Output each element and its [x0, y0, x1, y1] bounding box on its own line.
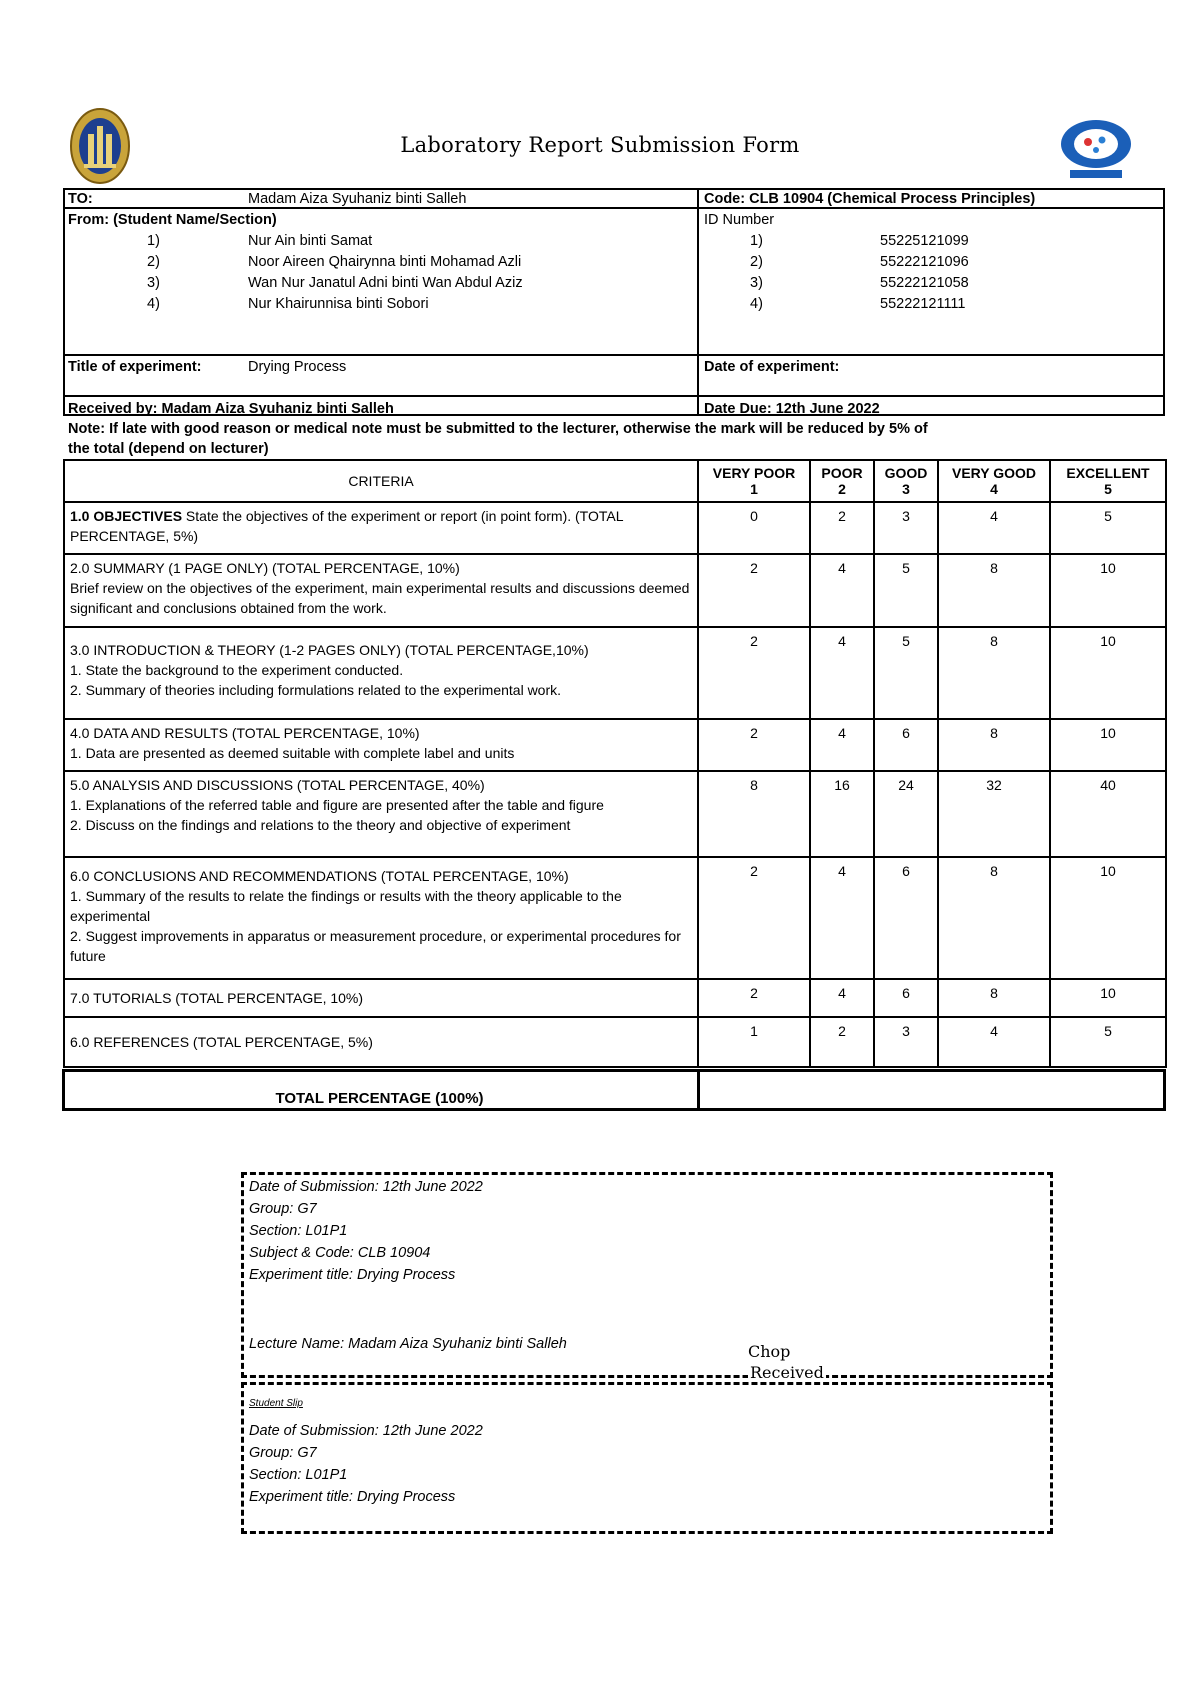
- rubric-header-row: [64, 460, 1166, 502]
- student-slip: [241, 1382, 1053, 1534]
- criterion-title: 5.0 ANALYSIS AND DISCUSSIONS (TOTAL PERCENTAGE, 40%): [70, 777, 485, 793]
- slip-subject-code: Subject & Code: CLB 10904: [249, 1245, 431, 1261]
- experiment-title-value: Drying Process: [248, 359, 347, 375]
- criterion-desc: 2. Summary of theories including formulations related to the experimental work.: [70, 682, 562, 698]
- student-name: Noor Aireen Qhairynna binti Mohamad Azli: [248, 254, 522, 270]
- score-cell: 8: [938, 627, 1050, 719]
- header-divider: [697, 188, 699, 416]
- level-number: 4: [990, 481, 998, 497]
- level-number: 2: [838, 481, 846, 497]
- score-cell: 1: [698, 1017, 810, 1067]
- student-id: 55222121096: [880, 254, 969, 270]
- level-header: [938, 460, 1050, 502]
- level-label: GOOD: [884, 465, 928, 481]
- score-cell: 4: [810, 719, 874, 771]
- score-cell: 2: [698, 719, 810, 771]
- student-num: 1): [147, 233, 160, 249]
- from-label: From: (Student Name/Section): [68, 212, 277, 228]
- score-cell: 2: [698, 554, 810, 627]
- criterion-desc: 2. Discuss on the findings and relations to the theory and objective of experiment: [70, 817, 571, 833]
- total-percentage-value-cell[interactable]: [702, 1073, 1162, 1107]
- slip-lecturer-name: Lecture Name: Madam Aiza Syuhaniz binti Salleh: [249, 1336, 567, 1352]
- rubric-row: [64, 857, 1166, 979]
- score-cell: 10: [1050, 857, 1166, 979]
- criteria-header: CRITERIA: [64, 460, 698, 502]
- level-header: [810, 460, 874, 502]
- course-code: Code: CLB 10904 (Chemical Process Principles): [704, 191, 1036, 207]
- student-slip-label: Student Slip: [249, 1398, 303, 1409]
- total-divider: [697, 1069, 700, 1111]
- score-cell: 4: [810, 857, 874, 979]
- score-cell: 2: [810, 1017, 874, 1067]
- criterion-desc: Brief review on the objectives of the experiment, main experimental results and discussions deemed significant and conclusions obtained from the work.: [70, 580, 690, 616]
- experiment-title-label: Title of experiment:: [68, 359, 202, 375]
- student-id-num: 1): [750, 233, 763, 249]
- score-cell: 2: [698, 979, 810, 1017]
- criterion-cell: [64, 979, 698, 1017]
- late-note-line1: Note: If late with good reason or medical note must be submitted to the lecturer, otherwise the mark will be reduced by 5% of: [68, 421, 928, 437]
- criterion-title: 6.0 REFERENCES (TOTAL PERCENTAGE, 5%): [70, 1034, 373, 1050]
- student-name: Wan Nur Janatul Adni binti Wan Abdul Aziz: [248, 275, 523, 291]
- rubric-table: [63, 459, 1167, 1068]
- score-cell: 8: [938, 857, 1050, 979]
- criterion-title: 3.0 INTRODUCTION & THEORY (1-2 PAGES ONLY) (TOTAL PERCENTAGE,10%): [70, 642, 589, 658]
- level-label: POOR: [821, 465, 863, 481]
- student-num: 2): [147, 254, 160, 270]
- score-cell: 0: [698, 502, 810, 554]
- criterion-desc: 2. Suggest improvements in apparatus or measurement procedure, or experimental procedures for future: [70, 928, 681, 964]
- score-cell: 4: [810, 627, 874, 719]
- score-cell: 6: [874, 719, 938, 771]
- student-num: 4): [147, 296, 160, 312]
- score-cell: 8: [938, 554, 1050, 627]
- score-cell: 5: [874, 627, 938, 719]
- form-title: Laboratory Report Submission Form: [400, 133, 800, 157]
- score-cell: 10: [1050, 979, 1166, 1017]
- criterion-desc: 1. Data are presented as deemed suitable with complete label and units: [70, 745, 515, 761]
- rubric-row: [64, 979, 1166, 1017]
- score-cell: 2: [698, 627, 810, 719]
- score-cell: 4: [810, 979, 874, 1017]
- score-cell: 4: [810, 554, 874, 627]
- criterion-title: 1.0 OBJECTIVES: [70, 508, 183, 524]
- score-cell: 10: [1050, 554, 1166, 627]
- received-by: Received by: Madam Aiza Syuhaniz binti Salleh: [68, 401, 394, 417]
- student-name: Nur Khairunnisa binti Sobori: [248, 296, 429, 312]
- rubric-row: [64, 627, 1166, 719]
- student-slip-submission-date: Date of Submission: 12th June 2022: [249, 1423, 483, 1439]
- student-num: 3): [147, 275, 160, 291]
- score-cell: 2: [810, 502, 874, 554]
- criterion-title: 7.0 TUTORIALS (TOTAL PERCENTAGE, 10%): [70, 990, 364, 1006]
- total-percentage-label: TOTAL PERCENTAGE (100%): [275, 1090, 484, 1107]
- rubric-row: [64, 502, 1166, 554]
- level-label: EXCELLENT: [1066, 465, 1150, 481]
- criterion-cell: [64, 771, 698, 857]
- score-cell: 4: [938, 1017, 1050, 1067]
- student-slip-section: Section: L01P1: [249, 1467, 348, 1483]
- student-id: 55222121058: [880, 275, 969, 291]
- score-cell: 2: [698, 857, 810, 979]
- rubric-row: [64, 771, 1166, 857]
- header-line: [63, 354, 1165, 356]
- score-cell: 5: [1050, 1017, 1166, 1067]
- student-slip-experiment-title: Experiment title: Drying Process: [249, 1489, 456, 1505]
- slip-group: Group: G7: [249, 1201, 317, 1217]
- experiment-date-label: Date of experiment:: [704, 359, 840, 375]
- criterion-title: 4.0 DATA AND RESULTS (TOTAL PERCENTAGE, 10%): [70, 725, 420, 741]
- level-number: 1: [750, 481, 758, 497]
- score-cell: 5: [1050, 502, 1166, 554]
- level-header: [1050, 460, 1166, 502]
- score-cell: 8: [938, 979, 1050, 1017]
- slip-submission-date: Date of Submission: 12th June 2022: [249, 1179, 483, 1195]
- score-cell: 3: [874, 1017, 938, 1067]
- criterion-desc: 1. Summary of the results to relate the findings or results with the theory applicable to the experimental: [70, 888, 622, 924]
- id-label: ID Number: [704, 212, 775, 228]
- student-slip-group: Group: G7: [249, 1445, 317, 1461]
- micet-logo: [1058, 118, 1134, 180]
- rubric-row: [64, 554, 1166, 627]
- score-cell: 32: [938, 771, 1050, 857]
- criterion-cell: [64, 554, 698, 627]
- student-id: 55222121111: [880, 296, 966, 312]
- student-name: Nur Ain binti Samat: [248, 233, 373, 249]
- header-line: [63, 395, 1165, 397]
- criterion-desc: 1. Explanations of the referred table and figure are presented after the table and figure: [70, 797, 604, 813]
- score-cell: 10: [1050, 627, 1166, 719]
- level-header: [874, 460, 938, 502]
- score-cell: 6: [874, 857, 938, 979]
- criterion-desc: 1. State the background to the experiment conducted.: [70, 662, 404, 678]
- criterion-title-rest: State the objectives of the experiment or report (in point form). (TOTAL PERCENTAGE, 5%): [70, 508, 623, 544]
- criterion-cell: [64, 719, 698, 771]
- criterion-cell: [64, 502, 698, 554]
- score-cell: 4: [938, 502, 1050, 554]
- student-id-num: 2): [750, 254, 763, 270]
- student-id-num: 4): [750, 296, 763, 312]
- slip-section: Section: L01P1: [249, 1223, 348, 1239]
- slip-experiment-title: Experiment title: Drying Process: [249, 1267, 456, 1283]
- score-cell: 8: [938, 719, 1050, 771]
- score-cell: 16: [810, 771, 874, 857]
- late-note-line2: the total (depend on lecturer): [68, 441, 269, 457]
- level-label: VERY GOOD: [951, 465, 1037, 481]
- chop-label: Chop: [748, 1342, 791, 1361]
- student-id: 55225121099: [880, 233, 969, 249]
- score-cell: 3: [874, 502, 938, 554]
- criterion-title: 6.0 CONCLUSIONS AND RECOMMENDATIONS (TOTAL PERCENTAGE, 10%): [70, 868, 569, 884]
- to-value: Madam Aiza Syuhaniz binti Salleh: [248, 191, 467, 207]
- criterion-cell: [64, 1017, 698, 1067]
- level-number: 3: [902, 481, 910, 497]
- score-cell: 40: [1050, 771, 1166, 857]
- rubric-row: [64, 1017, 1166, 1067]
- score-cell: 8: [698, 771, 810, 857]
- date-due: Date Due: 12th June 2022: [704, 401, 880, 417]
- criterion-cell: [64, 627, 698, 719]
- score-cell: 6: [874, 979, 938, 1017]
- score-cell: 24: [874, 771, 938, 857]
- criterion-cell: [64, 857, 698, 979]
- criterion-title: 2.0 SUMMARY (1 PAGE ONLY) (TOTAL PERCENTAGE, 10%): [70, 560, 460, 576]
- received-label: Received: [750, 1363, 824, 1382]
- to-label: TO:: [68, 191, 93, 207]
- level-number: 5: [1104, 481, 1112, 497]
- score-cell: 5: [874, 554, 938, 627]
- rubric-row: [64, 719, 1166, 771]
- level-label: VERY POOR: [712, 465, 796, 481]
- student-id-num: 3): [750, 275, 763, 291]
- score-cell: 10: [1050, 719, 1166, 771]
- level-header: [698, 460, 810, 502]
